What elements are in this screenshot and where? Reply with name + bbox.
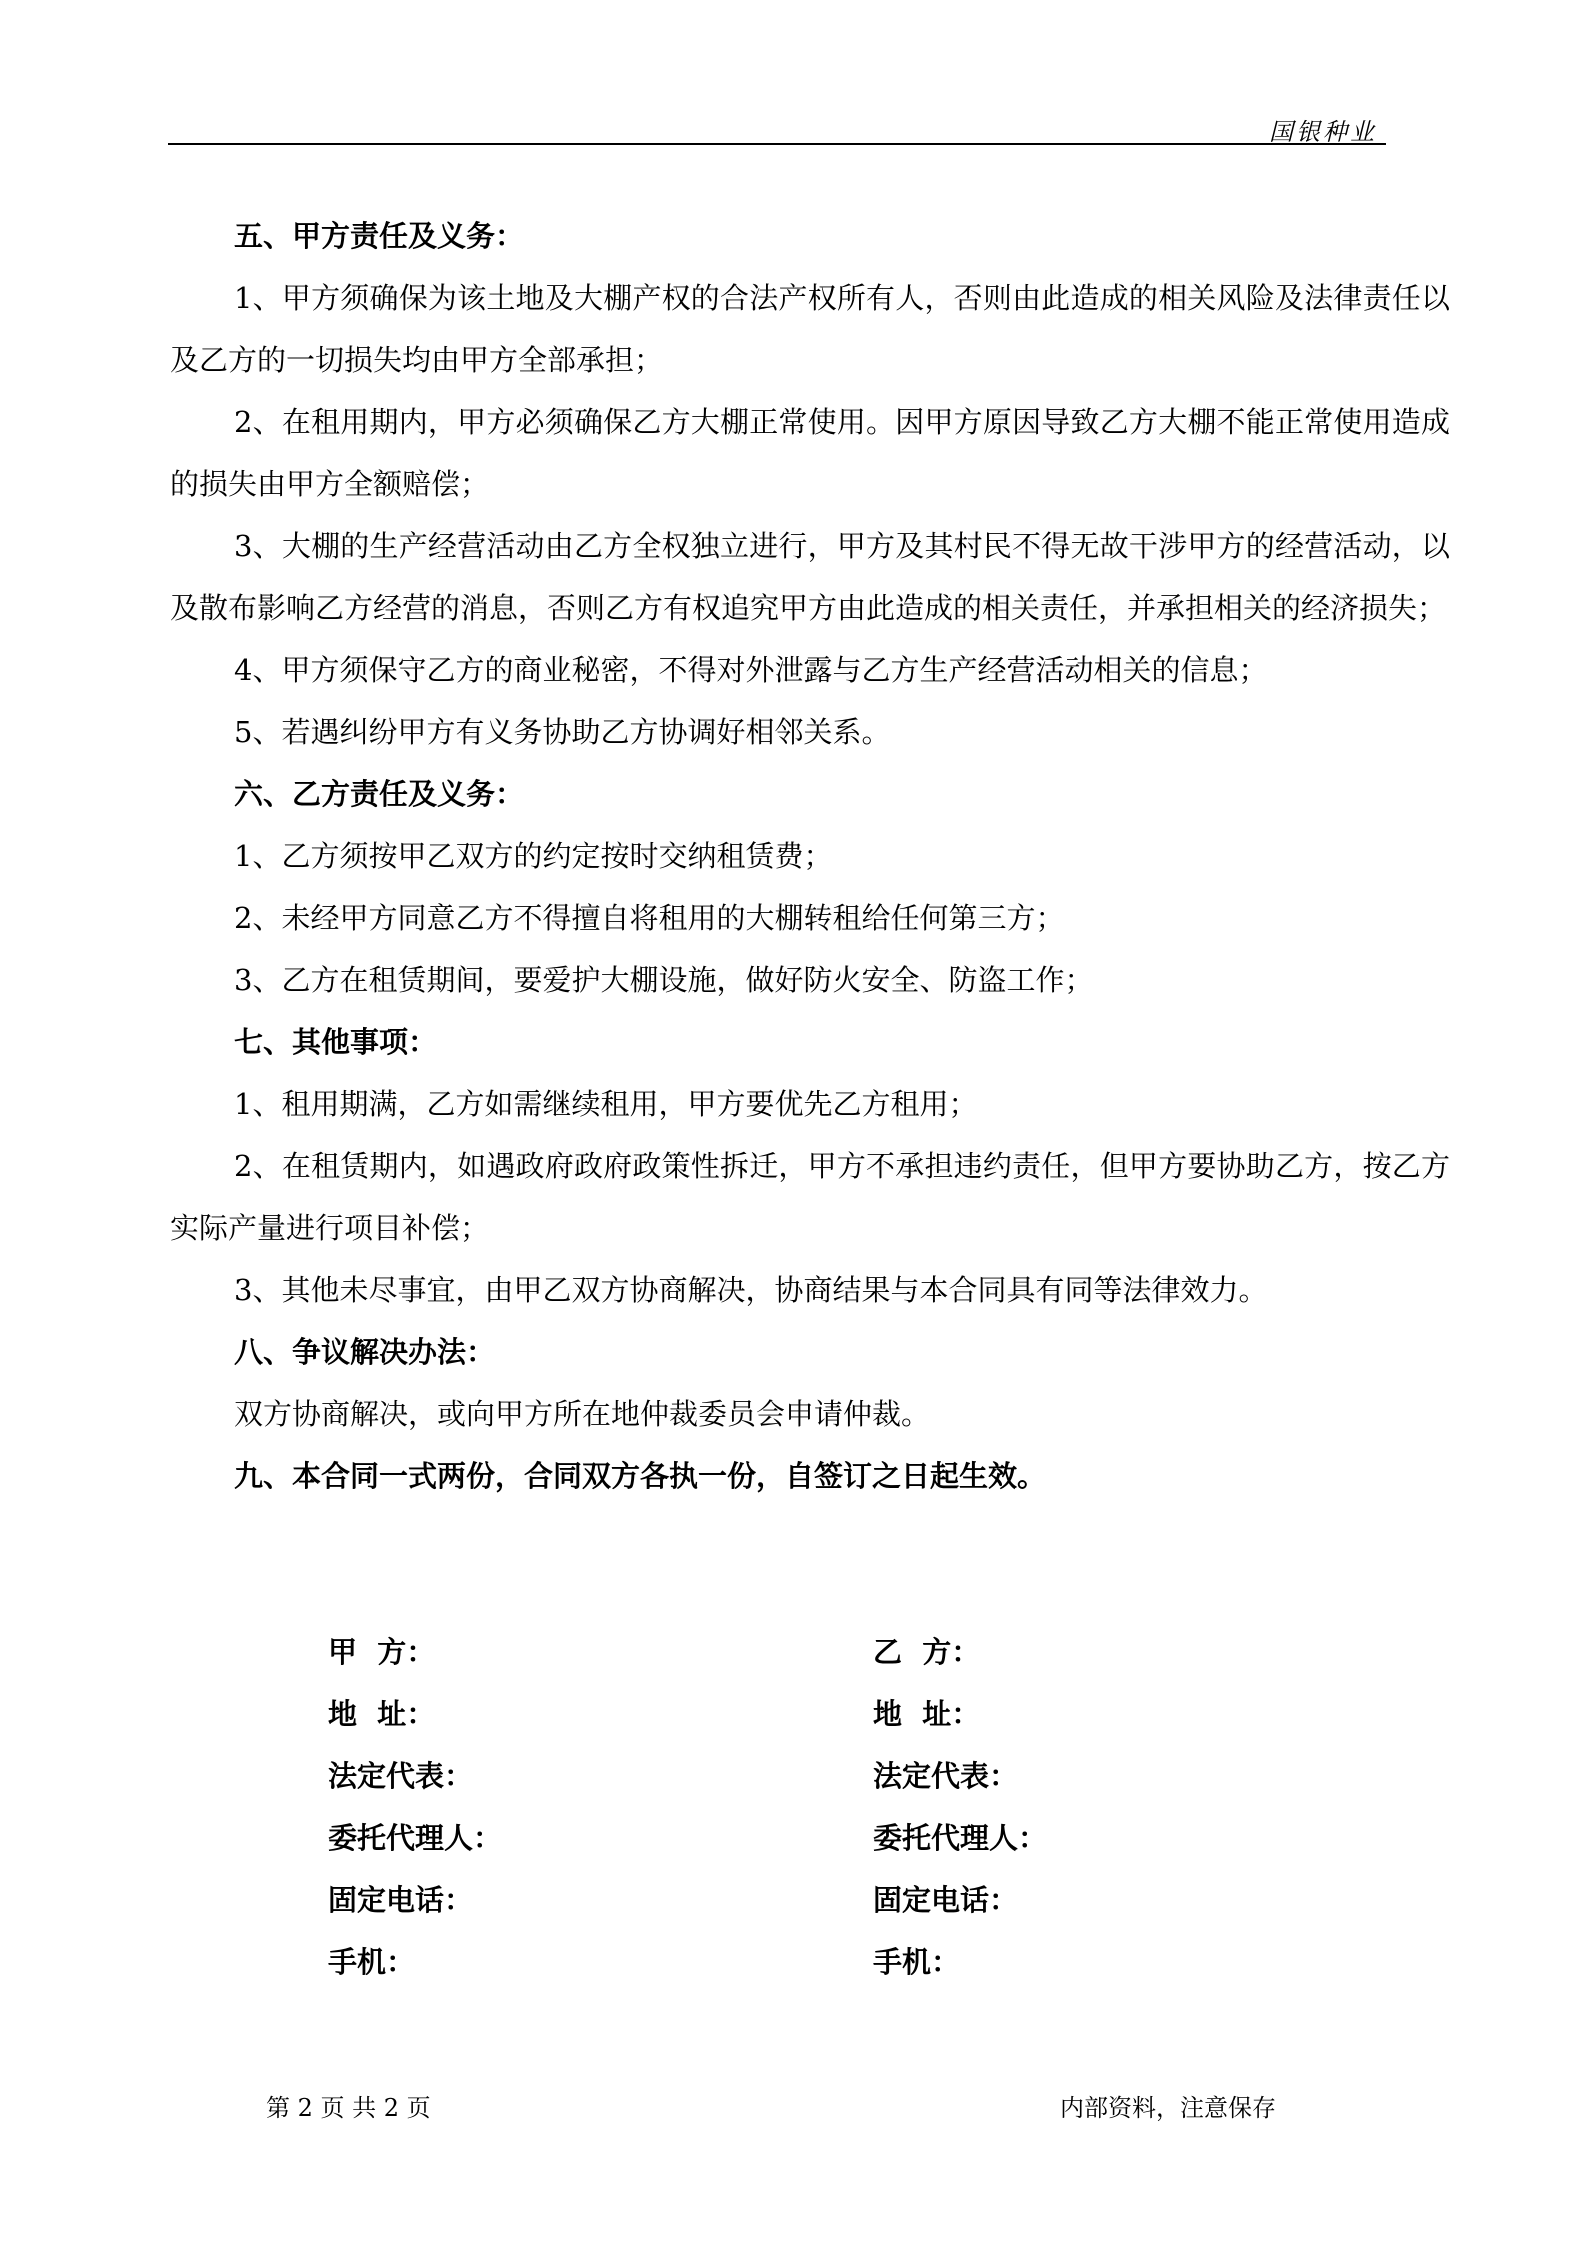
section-heading-8: 八、争议解决办法：	[234, 1335, 496, 1369]
clause-6-2: 2、未经甲方同意乙方不得擅自将租用的大棚转租给任何第三方；	[234, 901, 1065, 935]
clause-6-3: 3、乙方在租赁期间，要爱护大棚设施，做好防火安全、防盗工作；	[234, 963, 1094, 997]
signature-row-phone	[328, 1878, 1428, 1940]
clause-5-1: 1、甲方须确保为该土地及大棚产权的合法产权所有人，否则由此造成的相关风险及法律责任以及乙方的一切损失均由甲方全部承担；	[170, 281, 1450, 377]
section-heading-7: 七、其他事项：	[234, 1025, 438, 1059]
party-a-label: 甲 方：	[328, 1635, 436, 1669]
party-a-legal-rep-label: 法定代表：	[328, 1759, 474, 1793]
clause-7-3: 3、其他未尽事宜，由甲乙双方协商解决，协商结果与本合同具有同等法律效力。	[234, 1273, 1268, 1307]
party-b-legal-rep-label: 法定代表：	[873, 1759, 1019, 1793]
contract-body	[170, 205, 1450, 1507]
clause-5-3: 3、大棚的生产经营活动由乙方全权独立进行，甲方及其村民不得无故干涉甲方的经营活动，以及散布影响乙方经营的消息，否则乙方有权追究甲方由此造成的相关责任，并承担相关的经济损失；	[170, 529, 1450, 625]
party-b-phone-label: 固定电话：	[873, 1883, 1019, 1917]
party-a-phone-label: 固定电话：	[328, 1883, 474, 1917]
clause-5-2: 2、在租用期内，甲方必须确保乙方大棚正常使用。因甲方原因导致乙方大棚不能正常使用造成的损失由甲方全额赔偿；	[170, 405, 1450, 501]
party-b-address-label: 地 址：	[873, 1697, 981, 1731]
page-number: 第 2 页 共 2 页	[266, 2094, 431, 2122]
signature-row-mobile	[328, 1940, 1428, 2002]
signature-block	[328, 1630, 1428, 2002]
section-heading-6: 六、乙方责任及义务：	[234, 777, 525, 811]
clause-7-1: 1、租用期满，乙方如需继续租用，甲方要优先乙方租用；	[234, 1087, 978, 1121]
clause-5-5: 5、若遇纠纷甲方有义务协助乙方协调好相邻关系。	[234, 715, 891, 749]
signature-row-legal-rep	[328, 1754, 1428, 1816]
section-heading-5: 五、甲方责任及义务：	[234, 219, 525, 253]
signature-row-party	[328, 1630, 1428, 1692]
section-heading-9: 九、本合同一式两份，合同双方各执一份，自签订之日起生效。	[234, 1459, 1047, 1493]
signature-row-address	[328, 1692, 1428, 1754]
clause-6-1: 1、乙方须按甲乙双方的约定按时交纳租赁费；	[234, 839, 833, 873]
party-b-label: 乙 方：	[873, 1635, 981, 1669]
clause-8: 双方协商解决，或向甲方所在地仲裁委员会申请仲裁。	[234, 1397, 931, 1431]
party-b-mobile-label: 手机：	[873, 1945, 961, 1979]
party-b-agent-label: 委托代理人：	[873, 1821, 1048, 1855]
party-a-mobile-label: 手机：	[328, 1945, 416, 1979]
party-a-agent-label: 委托代理人：	[328, 1821, 503, 1855]
party-a-address-label: 地 址：	[328, 1697, 436, 1731]
clause-7-2: 2、在租赁期内，如遇政府政府政策性拆迁，甲方不承担违约责任，但甲方要协助乙方，按乙方实际产量进行项目补偿；	[170, 1149, 1450, 1245]
clause-5-4: 4、甲方须保守乙方的商业秘密，不得对外泄露与乙方生产经营活动相关的信息；	[234, 653, 1268, 687]
signature-row-agent	[328, 1816, 1428, 1878]
header-brand: 国银种业	[1269, 118, 1377, 146]
header-divider	[168, 143, 1386, 145]
confidential-note: 内部资料，注意保存	[1060, 2094, 1276, 2122]
